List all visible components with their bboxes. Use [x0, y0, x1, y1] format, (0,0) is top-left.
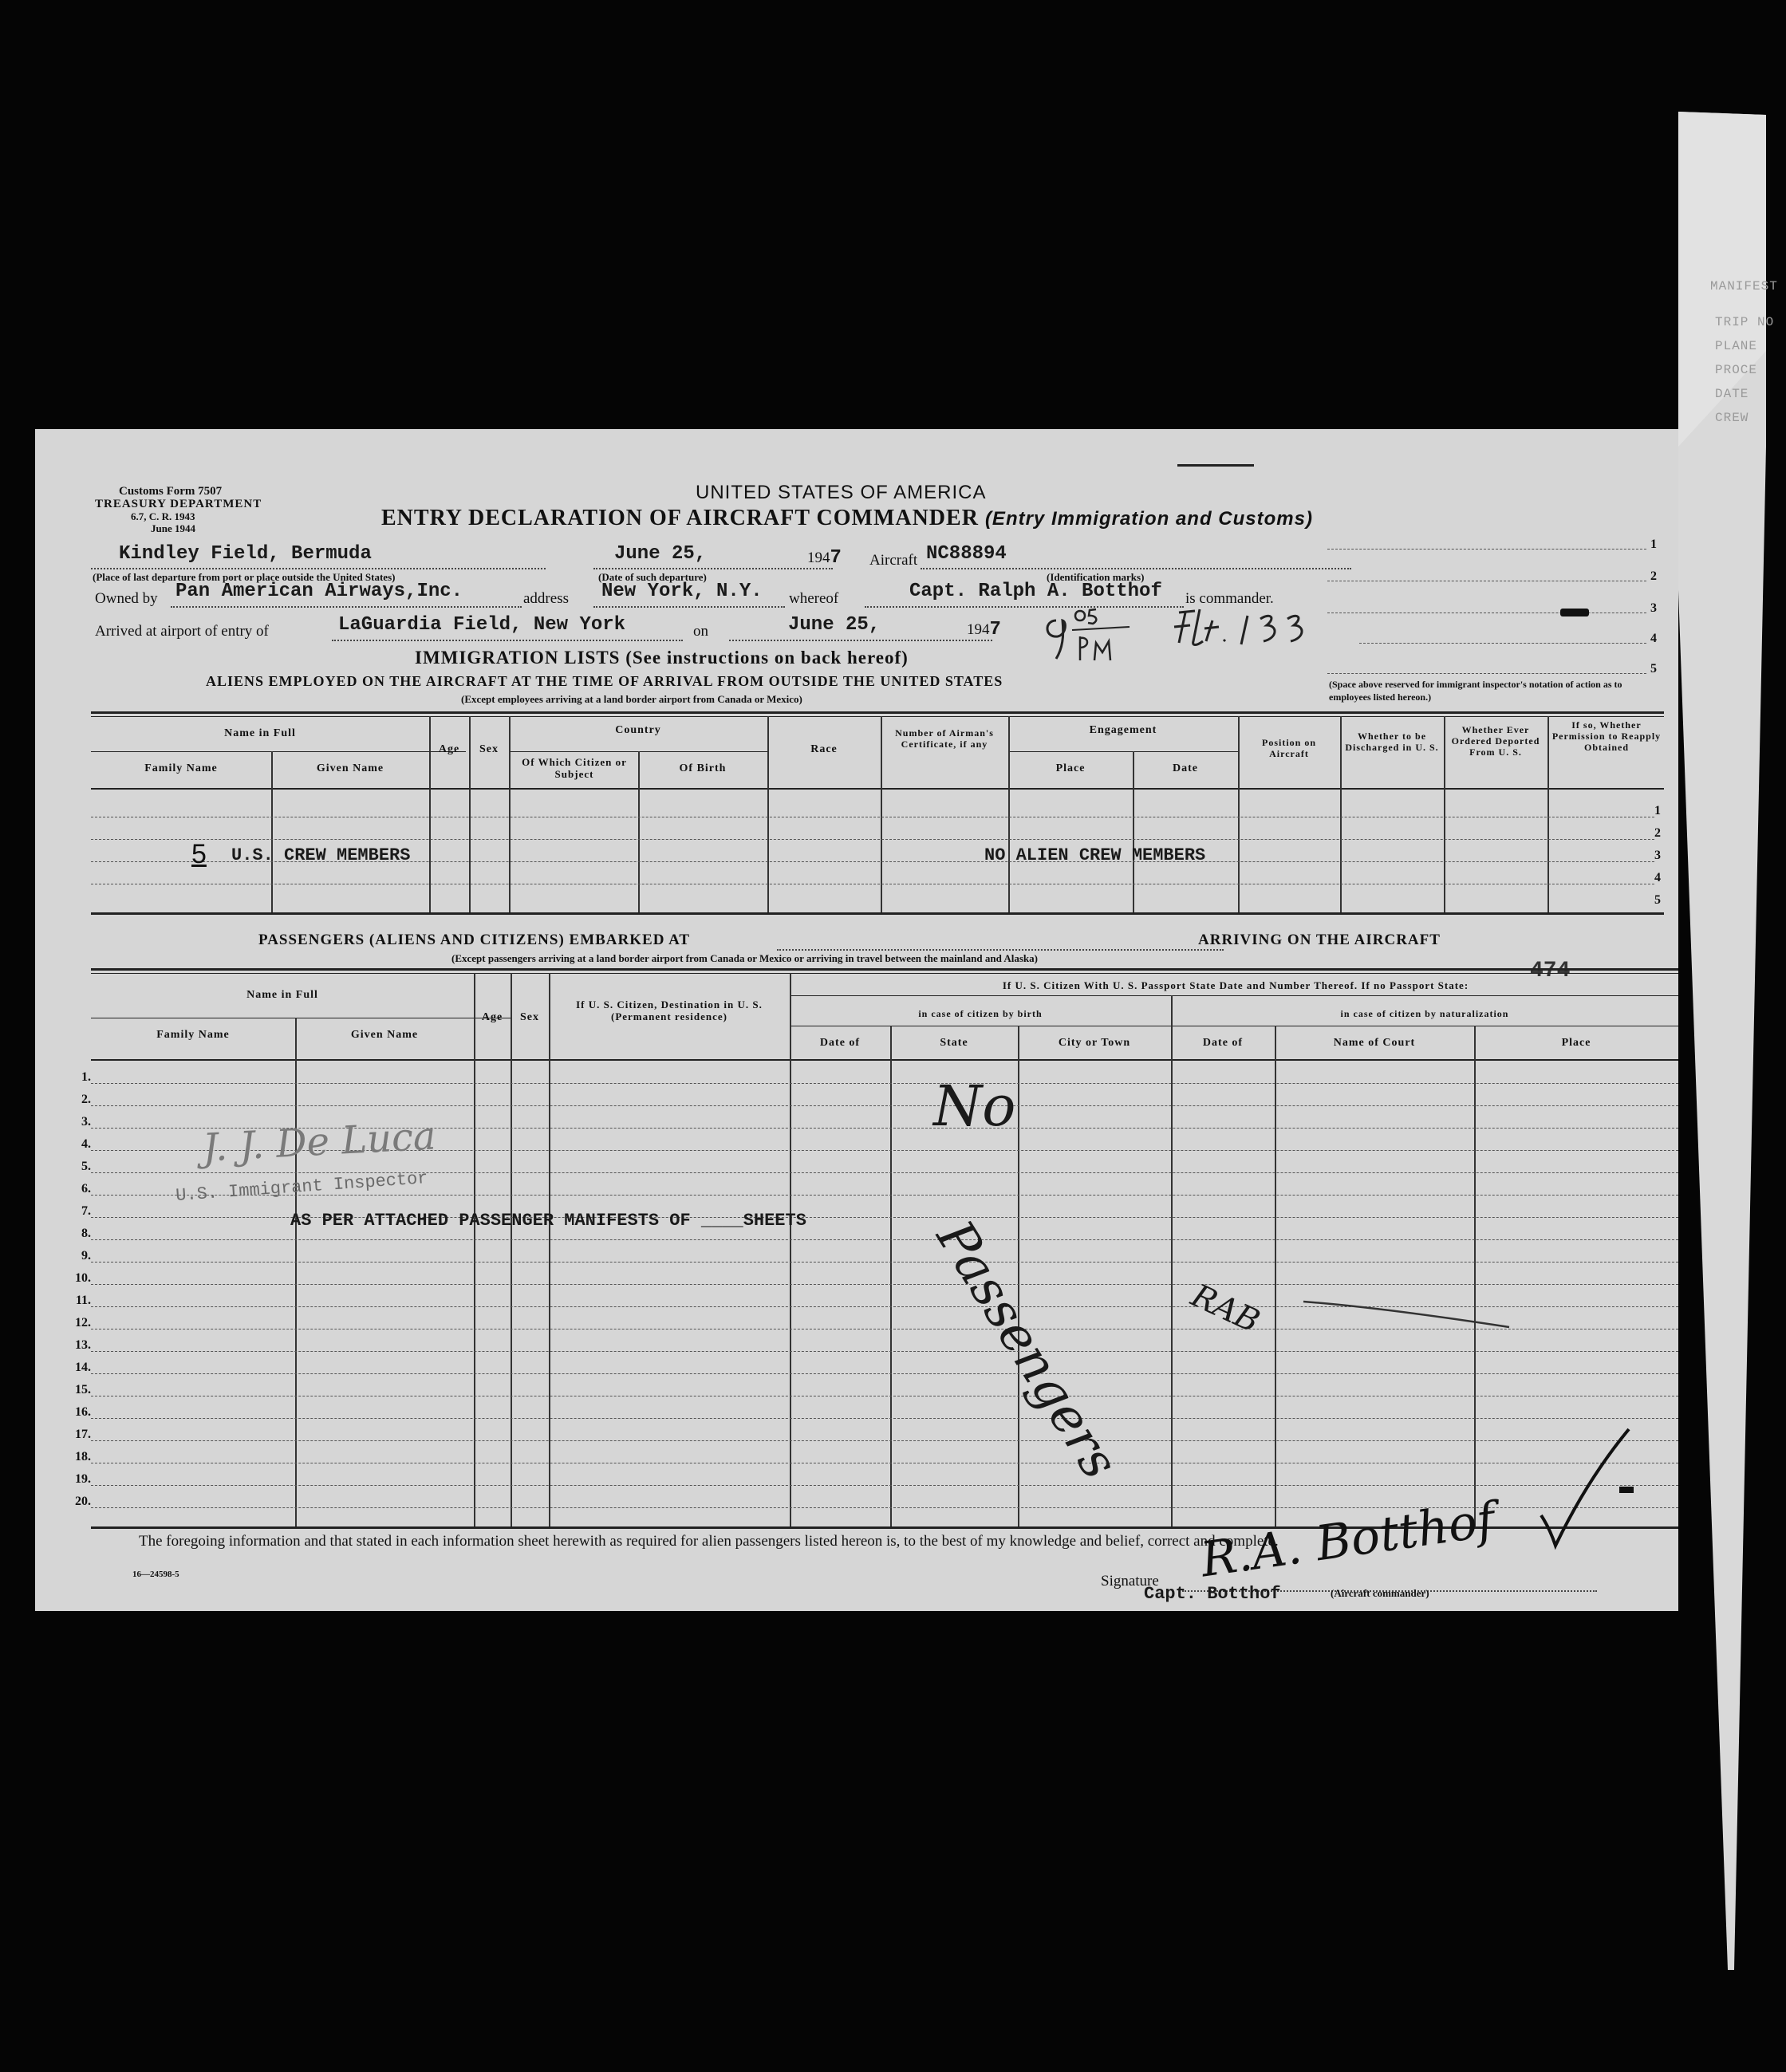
pax-col-birth-state: State [940, 1037, 968, 1049]
stamp-number: 474 [1530, 959, 1571, 983]
pax-col-destination: If U. S. Citizen, Destination in U. S. (Permanent residence) [576, 999, 763, 1022]
reserved-row-number: 4 [1650, 632, 1657, 645]
pax-row-line [91, 1373, 1678, 1374]
crew-table-top [91, 711, 1664, 714]
pax-col-divider [511, 973, 512, 1526]
address-line [593, 606, 785, 608]
whereof-label: whereof [789, 590, 839, 607]
crew-col-discharged: Whether to be Discharged in U. S. [1345, 731, 1439, 753]
pax-row-number: 16. [75, 1405, 91, 1419]
crew-col-deported: Whether Ever Ordered Deported From U. S. [1451, 724, 1540, 758]
signed-name: Capt. Botthof [1144, 1584, 1281, 1604]
crew-col-sex: Sex [479, 743, 499, 755]
pax-row-number: 20. [75, 1495, 91, 1508]
pax-row-number: 8. [81, 1227, 91, 1240]
pax-row-number: 9. [81, 1249, 91, 1263]
strip-text: PROCE [1715, 363, 1758, 377]
crew-row-number: 2 [1654, 826, 1661, 840]
pax-row-line [91, 1284, 1678, 1285]
inspector-title: U.S. Immigrant Inspector [175, 1168, 429, 1207]
crew-col-certificate: Number of Airman's Certificate, if any [895, 727, 994, 750]
handwritten-passengers: Passengers [925, 1211, 1130, 1490]
immigration-subtitle: ALIENS EMPLOYED ON THE AIRCRAFT AT THE TIME OF ARRIVAL FROM OUTSIDE THE UNITED STATES [206, 673, 1003, 689]
pax-col-birth-date: Date of [819, 1037, 861, 1049]
form-id: Customs Form 7507 [119, 485, 223, 498]
strip-text: TRIP NO [1715, 315, 1775, 329]
commander-name: Capt. Ralph A. Botthof [909, 581, 1162, 602]
form-title [381, 506, 1313, 531]
handwritten-signature: R.A. Botthof [1197, 1491, 1499, 1589]
pax-row-line [91, 1239, 1678, 1240]
pax-row-number: 1. [81, 1070, 91, 1084]
owner: Pan American Airways,Inc. [175, 581, 463, 602]
aircraft-line [921, 568, 1351, 569]
reserved-line [1359, 643, 1646, 644]
address-label: address [523, 590, 569, 607]
reserved-line [1327, 549, 1646, 550]
reserved-row-number: 1 [1650, 538, 1657, 551]
handwritten-initials: RAB [1185, 1277, 1265, 1341]
pax-table-top2 [91, 973, 1678, 974]
owned-by-label: Owned by [95, 590, 158, 607]
pax-col-nat-date: Date of [1202, 1037, 1244, 1049]
pax-row-line [91, 1262, 1678, 1263]
handwritten-stroke [1303, 1298, 1511, 1330]
pax-row-line [91, 1485, 1678, 1486]
pax-row-line [91, 1172, 1678, 1173]
reserved-row-number: 3 [1650, 601, 1657, 615]
pax-col-divider [295, 1018, 297, 1526]
crew-table-bottom [91, 912, 1664, 915]
pax-col-family: Family Name [156, 1029, 230, 1041]
pax-row-number: 3. [81, 1115, 91, 1129]
pax-col-nat-place: Place [1561, 1037, 1591, 1049]
date-line [593, 568, 833, 569]
pax-row-number: 6. [81, 1182, 91, 1196]
handwritten-flight [1168, 606, 1359, 654]
arrival-date: June 25, [788, 614, 881, 636]
strip-text: CREW [1715, 411, 1749, 425]
pax-col-divider [1171, 995, 1173, 1526]
crew-col-name: Name in Full [224, 727, 296, 739]
crew-subheader-line [91, 751, 466, 752]
immigration-note: (Except employees arriving at a land border airport from Canada or Mexico) [461, 693, 802, 705]
edition: June 1944 [151, 522, 195, 534]
passengers-note: (Except passengers arriving at a land border airport from Canada or Mexico or arriving in travel between the mainland and Alaska) [451, 952, 1038, 964]
handwritten-time [1040, 605, 1144, 668]
departure-place-caption: (Place of last departure from port or place outside the United States) [93, 571, 396, 583]
crew-col-family: Family Name [144, 762, 218, 774]
arrival-line [332, 640, 683, 641]
owner-address: New York, N.Y. [601, 581, 763, 602]
crew-col-country-citizen: Of Which Citizen or Subject [522, 756, 627, 780]
pax-col-divider [790, 973, 791, 1526]
crew-col-age: Age [438, 743, 460, 755]
passengers-title-right: ARRIVING ON THE AIRCRAFT [1198, 932, 1441, 948]
pax-row-line [91, 1105, 1678, 1106]
crew-row-number: 1 [1654, 804, 1661, 817]
departure-date: June 25, [614, 543, 707, 565]
crew-col-given: Given Name [316, 762, 384, 774]
strip-text: MANIFEST [1710, 279, 1778, 293]
crew-row-number: 4 [1654, 871, 1661, 884]
pax-col-divider [1018, 1026, 1019, 1526]
pax-header-bottom [91, 1059, 1678, 1061]
pax-row-number: 19. [75, 1472, 91, 1486]
print-code: 16—24598-5 [132, 1570, 179, 1579]
manifest-line: AS PER ATTACHED PASSENGER MANIFESTS OF ____SHEETS [290, 1211, 806, 1231]
pax-col-name: Name in Full [246, 989, 318, 1001]
crew-col-position: Position on Aircraft [1261, 737, 1316, 759]
reserved-row-number: 2 [1650, 569, 1657, 583]
arrival-airport: LaGuardia Field, New York [338, 614, 626, 636]
pax-row-number: 2. [81, 1093, 91, 1106]
aircraft-id: NC88894 [926, 543, 1007, 565]
pax-table-top [91, 968, 1678, 971]
crew-col-country-birth: Of Birth [679, 762, 727, 774]
crew-entry-no-alien: NO ALIEN CREW MEMBERS [984, 845, 1206, 865]
inspector-signature: J. J. De Luca [201, 1113, 437, 1171]
pax-row-number: 17. [75, 1428, 91, 1441]
crew-col-divider [271, 751, 273, 912]
arrival-year: 1947 [967, 619, 1001, 640]
crew-row-line [91, 839, 1654, 840]
crew-col-engagement-place: Place [1055, 762, 1086, 774]
certification-text: The foregoing information and that stated in each information sheet herewith as required for alien passengers listed hereon is, to the best of my knowledge and belief, correct and complete. [139, 1533, 1279, 1550]
arrived-label: Arrived at airport of entry of [95, 623, 269, 640]
handwritten-no: No [933, 1073, 1016, 1139]
crew-col-race: Race [810, 743, 838, 755]
reserved-row-number: 5 [1650, 662, 1657, 676]
crew-col-engagement-date: Date [1173, 762, 1198, 774]
pax-col-divider [549, 973, 550, 1526]
embarked-line [777, 949, 1224, 951]
pax-row-line [91, 1351, 1678, 1352]
crew-col-divider [638, 751, 640, 912]
pax-row-number: 12. [75, 1316, 91, 1329]
reserved-line [1327, 673, 1646, 674]
on-label: on [693, 623, 708, 640]
crew-row-number: 3 [1654, 849, 1661, 862]
crew-entry-us: U.S. CREW MEMBERS [231, 845, 411, 865]
signature-caption: (Aircraft commander) [1331, 1587, 1429, 1599]
crew-table-top2 [91, 716, 1664, 717]
pax-row-number: 11. [75, 1294, 91, 1307]
arrival-date-line [729, 640, 992, 641]
top-mark [1177, 464, 1254, 467]
crew-col-permission: If so, Whether Permission to Reapply Obtained [1551, 719, 1662, 753]
country-title: UNITED STATES OF AMERICA [696, 482, 987, 503]
pax-col-sex: Sex [520, 1011, 539, 1023]
pax-col-by-naturalization: in case of citizen by naturalization [1340, 1008, 1509, 1019]
strip-text: PLANE [1715, 339, 1758, 353]
pax-row-line [91, 1440, 1678, 1441]
pax-row-number: 4. [81, 1137, 91, 1151]
owner-line [171, 606, 522, 608]
crew-header-bottom [91, 788, 1664, 790]
pax-col-divider [890, 1026, 892, 1526]
crew-count: 5 [191, 839, 207, 869]
regulation: 6.7, C. R. 1943 [131, 510, 195, 522]
strip-text: DATE [1715, 387, 1749, 401]
pax-col-divider [474, 973, 475, 1526]
pax-row-line [91, 1083, 1678, 1084]
passengers-title-left: PASSENGERS (ALIENS AND CITIZENS) EMBARKED AT [258, 932, 691, 948]
pax-col-nat-court: Name of Court [1333, 1037, 1416, 1049]
crew-col-divider [1133, 751, 1134, 912]
pax-row-number: 18. [75, 1450, 91, 1463]
pax-row-line [91, 1418, 1678, 1419]
pax-col-passport: If U. S. Citizen With U. S. Passport State Date and Number Thereof. If no Passport State: [1002, 979, 1469, 991]
form-title-main: ENTRY DECLARATION OF AIRCRAFT COMMANDER [381, 506, 979, 530]
pax-row-number: 7. [81, 1204, 91, 1218]
pax-row-number: 15. [75, 1383, 91, 1396]
signature-label: Signature [1101, 1573, 1159, 1589]
aircraft-label: Aircraft [869, 552, 918, 569]
pax-passport-line [790, 995, 1678, 996]
pax-col-age: Age [481, 1011, 503, 1023]
immigration-title: IMMIGRATION LISTS (See instructions on back hereof) [415, 648, 909, 668]
pax-row-number: 14. [75, 1361, 91, 1374]
pax-col-divider [1275, 1026, 1276, 1526]
departure-line [91, 568, 546, 569]
departure-date-caption: (Date of such departure) [598, 571, 707, 583]
pax-col-birth-city: City or Town [1058, 1037, 1131, 1049]
ink-mark [1560, 609, 1589, 616]
form-title-sub: (Entry Immigration and Customs) [984, 508, 1313, 530]
reserved-caption: (Space above reserved for immigrant inspector's notation of action as to employees listed hereon.) [1329, 679, 1622, 703]
departure-place: Kindley Field, Bermuda [119, 543, 372, 565]
pax-col-by-birth: in case of citizen by birth [918, 1008, 1043, 1019]
pax-col-given: Given Name [350, 1029, 419, 1041]
crew-col-engagement: Engagement [1089, 724, 1157, 736]
crew-row-number: 5 [1654, 893, 1661, 907]
pax-col-divider [1474, 1026, 1476, 1526]
engagement-subheader-line [1008, 751, 1240, 752]
aircraft-caption: (Identification marks) [1047, 571, 1145, 583]
department: TREASURY DEPARTMENT [95, 498, 262, 510]
commander-suffix: is commander. [1185, 590, 1274, 607]
crew-col-country: Country [615, 724, 661, 736]
pax-row-number: 10. [75, 1271, 91, 1285]
pax-row-number: 5. [81, 1160, 91, 1173]
departure-year: 1947 [807, 547, 842, 569]
pax-row-number: 13. [75, 1338, 91, 1352]
declaration-form [35, 429, 1678, 1611]
